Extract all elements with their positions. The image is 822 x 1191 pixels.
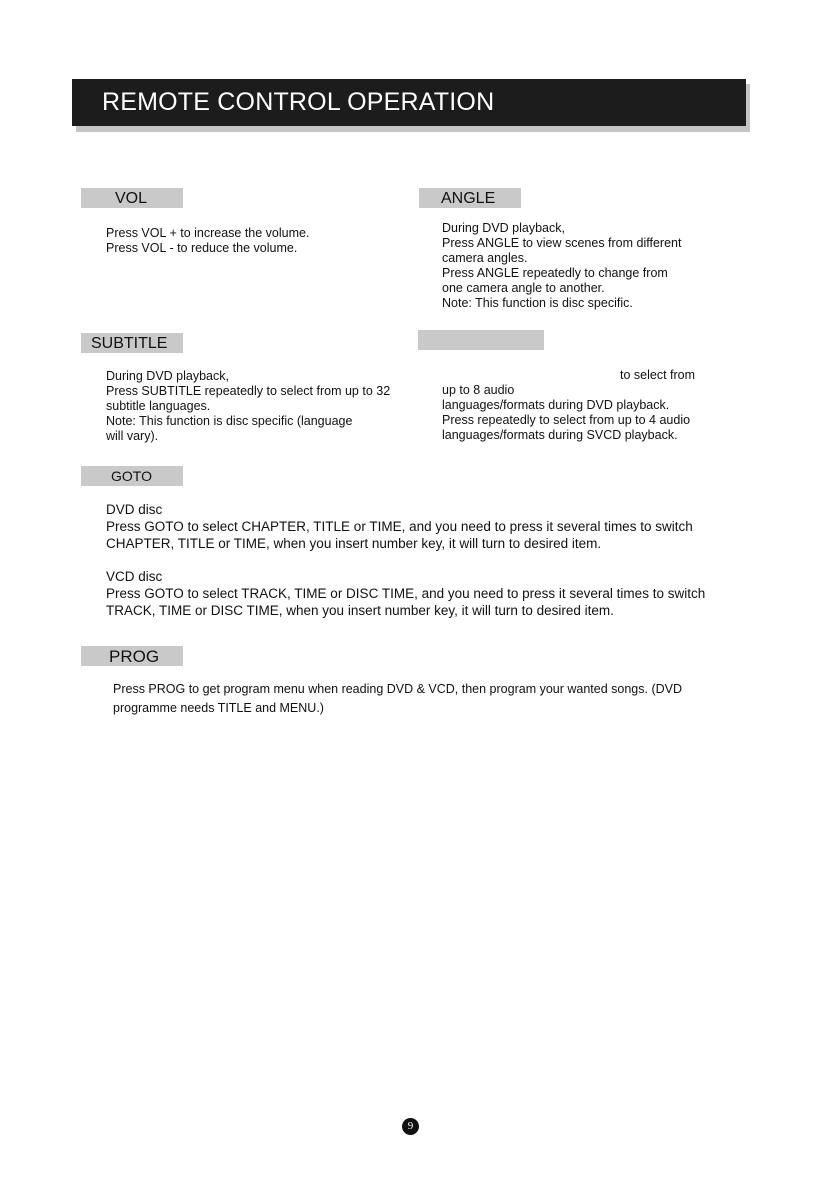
goto-dvd-description: DVD disc Press GOTO to select CHAPTER, TITLE or TIME, and you need to press it several times to switch CHAPTER, TITLE or TIME, when you insert number key, it will turn to desired item. [106,502,693,551]
subtitle-header: SUBTITLE [81,333,183,353]
page-number: 9 [402,1118,419,1135]
page-title: REMOTE CONTROL OPERATION [72,79,746,126]
angle-description: During DVD playback, Press ANGLE to view scenes from different camera angles. Press ANGLE repeatedly to change from one camera angle to another. Note: This function is disc specific. [442,221,682,310]
angle-header: ANGLE [419,188,521,208]
audio-description: up to 8 audio languages/formats during DVD playback. Press repeatedly to select from up to 4 audio languages/formats during SVCD playback. [442,383,691,442]
goto-vcd-description: VCD disc Press GOTO to select TRACK, TIME or DISC TIME, and you need to press it several times to switch TRACK, TIME or DISC TIME, when you insert number key, it will turn to desired item. [106,569,706,618]
vol-description: Press VOL + to increase the volume. Press VOL - to reduce the volume. [106,226,310,255]
prog-header: PROG [81,646,183,666]
vol-header: VOL [81,188,183,208]
audio-header [418,330,544,350]
subtitle-description: During DVD playback, Press SUBTITLE repeatedly to select from up to 32 subtitle languages. Note: This function is disc specific (language will vary). [106,369,391,443]
audio-description-line1: to select from [620,368,696,382]
goto-header: GOTO [81,466,183,486]
prog-description: Press PROG to get program menu when reading DVD & VCD, then program your wanted songs. (DVD programme needs TITLE and MENU.) [113,682,683,715]
